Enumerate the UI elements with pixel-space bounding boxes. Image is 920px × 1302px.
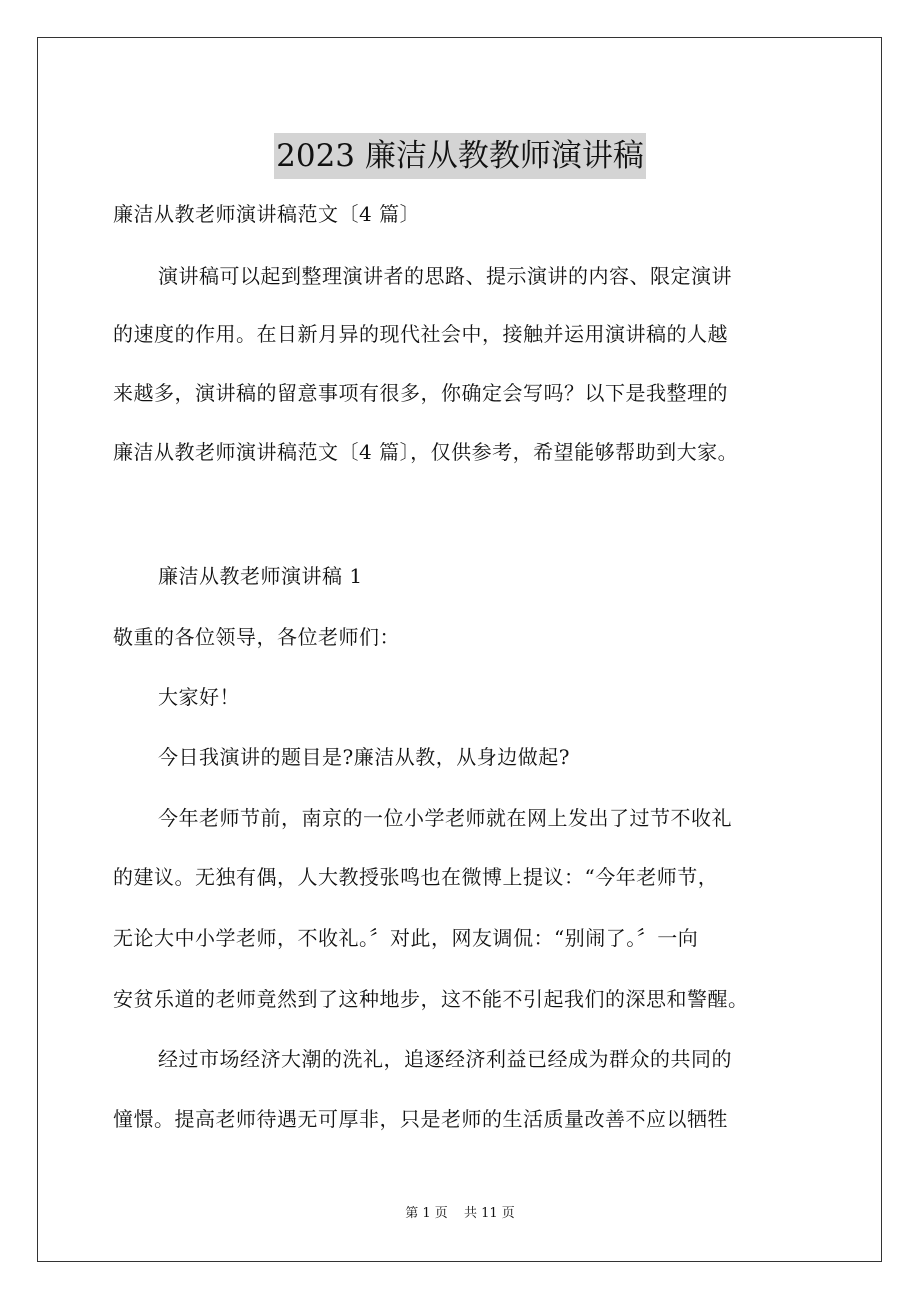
paragraph-line: 演讲稿可以起到整理演讲者的思路、提示演讲的内容、限定演讲: [158, 264, 732, 288]
page-total: 共 11 页: [463, 1206, 515, 1221]
paragraph-line: 憧憬。提高老师待遇无可厚非，只是老师的生活质量改善不应以牺牲: [113, 1107, 728, 1131]
paragraph-line: 今日我演讲的题目是?廉洁从教，从身边做起?: [158, 745, 570, 769]
page-footer: [0, 1205, 920, 1223]
subtitle-line: 廉洁从教老师演讲稿范文〔4 篇〕: [113, 202, 421, 226]
paragraph-line: 经过市场经济大潮的洗礼，追逐经济利益已经成为群众的共同的: [158, 1047, 732, 1071]
paragraph-line: 的建议。无独有偶，人大教授张鸣也在微博上提议：“今年老师节，: [113, 865, 719, 889]
document-title: 2023 廉洁从教教师演讲稿: [274, 133, 646, 179]
page-number: 第 1 页: [405, 1206, 448, 1221]
paragraph-line: 安贫乐道的老师竟然到了这种地步，这不能不引起我们的深思和警醒。: [113, 987, 749, 1011]
title-container: [0, 112, 920, 200]
paragraph-line: 无论大中小学老师，不收礼。〞对此，网友调侃：“别闹了。〞一向: [113, 926, 699, 950]
salutation-line: 敬重的各位领导，各位老师们：: [113, 625, 400, 649]
paragraph-line: 廉洁从教老师演讲稿范文〔4 篇〕，仅供参考，希望能够帮助到大家。: [113, 440, 739, 464]
greeting-line: 大家好！: [158, 685, 240, 709]
paragraph-line: 来越多，演讲稿的留意事项有很多，你确定会写吗？以下是我整理的: [113, 381, 728, 405]
section-heading: 廉洁从教老师演讲稿 1: [158, 564, 363, 588]
paragraph-line: 的速度的作用。在日新月异的现代社会中，接触并运用演讲稿的人越: [113, 322, 728, 346]
paragraph-line: 今年老师节前，南京的一位小学老师就在网上发出了过节不收礼: [158, 806, 732, 830]
